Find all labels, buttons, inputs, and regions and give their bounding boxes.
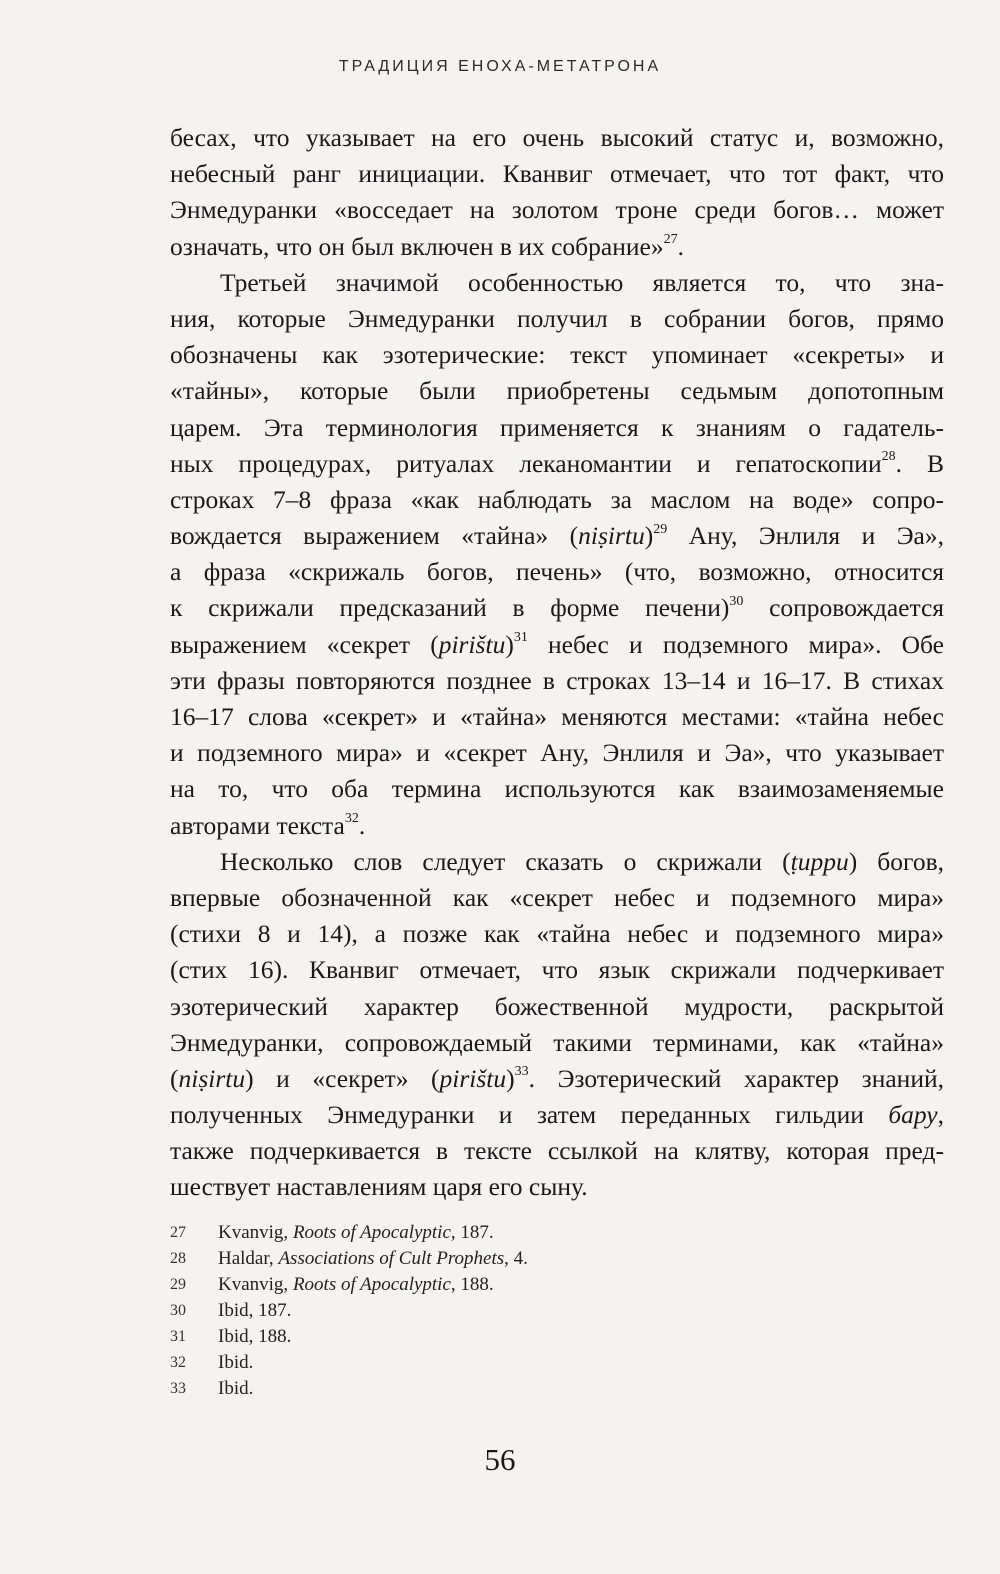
text-line: обозначены как эзотерические: текст упоминает «секреты» и — [170, 340, 944, 370]
text-line: ных процедурах, ритуалах леканомантии и гепатоскопии$^{28}$. В — [170, 448, 944, 478]
footnote-text: Ibid, 187. — [218, 1300, 292, 1321]
footnote — [170, 1324, 944, 1350]
text-line: (niṣirtu) и «секрет» (pirištu)$^{33}$. Эзотерический характер знаний, — [170, 1063, 944, 1093]
footnote-text: Haldar, Associations of Cult Prophets, 4. — [218, 1248, 528, 1269]
footnote-text: Kvanvig, Roots of Apocalyptic, 187. — [218, 1222, 494, 1243]
body-text — [170, 120, 944, 1206]
footnote-number: 32 — [170, 1354, 186, 1371]
text-line: Третьей значимой особенностью является то, что зна- — [220, 267, 944, 297]
text-line: шествует наставлениям царя его сыну. — [170, 1172, 588, 1202]
text-line: впервые обозначенной как «секрет небес и подземного мира» — [170, 882, 944, 912]
text-line: небесный ранг инициации. Кванвиг отмечает, что тот факт, что — [170, 159, 944, 189]
running-head: ТРАДИЦИЯ ЕНОХА-МЕТАТРОНА — [338, 58, 662, 75]
footnote-text: Ibid. — [218, 1352, 254, 1373]
text-line: (стихи 8 и 14), а позже как «тайна небес и подземного мира» — [170, 919, 944, 949]
paragraph — [170, 265, 944, 844]
page-number: 56 — [484, 1442, 516, 1477]
text-line: царем. Эта терминология применяется к знаниям о гадатель- — [170, 412, 944, 442]
text-line: авторами текста$^{32}$. — [170, 810, 366, 840]
footnote — [170, 1376, 944, 1402]
footnote-text: Kvanvig, Roots of Apocalyptic, 188. — [218, 1274, 494, 1295]
footnote-number: 33 — [170, 1380, 186, 1397]
text-line: выражением «секрет (pirištu)$^{31}$ небес и подземного мира». Обе — [170, 629, 944, 659]
footnote-text: Ibid. — [218, 1378, 254, 1399]
text-line: также подчеркивается в тексте ссылкой на клятву, которая пред- — [170, 1136, 944, 1166]
text-line: и подземного мира» и «секрет Ану, Энлиля и Эа», что указывает — [170, 738, 944, 768]
text-line: «тайны», которые были приобретены седьмым допотопным — [170, 376, 944, 406]
footnote-text: Ibid, 188. — [218, 1326, 292, 1347]
text-line: ния, которые Энмедуранки получил в собрании богов, прямо — [170, 303, 944, 333]
footnote-number: 27 — [170, 1224, 186, 1241]
text-line: к скрижали предсказаний в форме печени)$^{30}$ сопровождается — [170, 593, 944, 623]
text-line: Энмедуранки, сопровождаемый такими терминами, как «тайна» — [170, 1027, 944, 1057]
footnote — [170, 1246, 944, 1272]
footnote-number: 31 — [170, 1328, 186, 1345]
text-line: эти фразы повторяются позднее в строках 13–14 и 16–17. В стихах — [170, 665, 944, 695]
footnote-number: 30 — [170, 1302, 186, 1319]
text-line: (стих 16). Кванвиг отмечает, что язык скрижали подчеркивает — [170, 955, 944, 985]
text-line: на то, что оба термина используются как взаимозаменяемые — [170, 774, 944, 804]
footnote — [170, 1350, 944, 1376]
footnote — [170, 1220, 944, 1246]
footnote — [170, 1298, 944, 1324]
text-line: Несколько слов следует сказать о скрижали (ṭuppu) богов, — [220, 846, 944, 876]
text-line: эзотерический характер божественной мудрости, раскрытой — [170, 991, 944, 1021]
text-line: Энмедуранки «восседает на золотом троне среди богов… может — [170, 195, 944, 225]
text-line: вождается выражением «тайна» (niṣirtu)$^{29}$ Ану, Энлиля и Эа», — [170, 521, 944, 551]
text-line: бесах, что указывает на его очень высокий статус и, возможно, — [170, 123, 944, 152]
text-line: а фраза «скрижаль богов, печень» (что, возможно, относится — [170, 557, 944, 587]
footnote-number: 28 — [170, 1250, 186, 1267]
footnote — [170, 1272, 944, 1298]
paragraph — [170, 844, 944, 1206]
text-line: 16–17 слова «секрет» и «тайна» меняются местами: «тайна небес — [170, 702, 944, 731]
text-line: строках 7–8 фраза «как наблюдать за маслом на воде» сопро- — [170, 484, 944, 514]
paragraph — [170, 120, 944, 265]
text-line: означать, что он был включен в их собрание»$^{27}$. — [170, 231, 684, 261]
footnotes — [170, 1220, 944, 1402]
footnote-number: 29 — [170, 1276, 186, 1293]
text-line: полученных Энмедуранки и затем переданных гильдии бару, — [170, 1100, 944, 1130]
